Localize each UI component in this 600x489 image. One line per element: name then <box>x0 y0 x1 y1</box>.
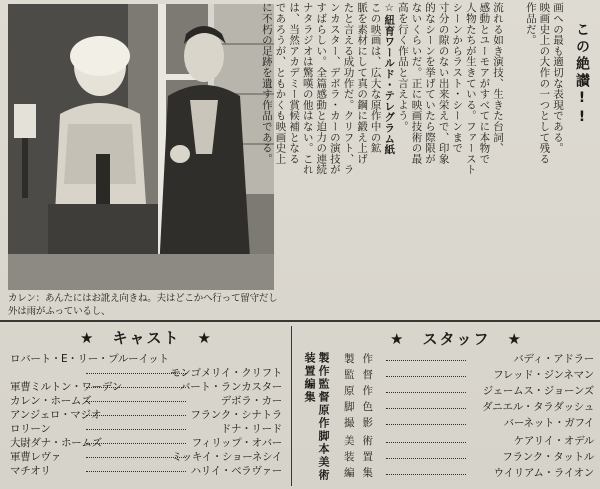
cast-row <box>10 422 282 436</box>
cast-row <box>10 352 282 366</box>
cast-row <box>10 408 282 422</box>
leader-dots <box>86 415 186 416</box>
staff-role: 製作 <box>344 353 381 365</box>
section-divider <box>0 320 600 322</box>
staff-name: バーネット・ガフイ <box>503 417 594 429</box>
cast-role: 軍曹レヴァ <box>10 451 61 463</box>
production-credit: 製作監督原作脚本美術装置編集 <box>303 352 330 482</box>
staff-row <box>344 384 594 399</box>
cast-role: カレン・ホームズ <box>10 395 92 407</box>
review-line: は、当然アカデミー賞候補となる <box>288 2 301 164</box>
photo-caption: カレン：あんたにはお訛え向きね。夫はどこかへ行って留守だし外は雨がふっているし、 <box>8 293 278 317</box>
cast-row <box>10 436 282 450</box>
cast-role: ロリーン <box>10 423 51 435</box>
review-line: シーンからラスト・シーンまで <box>451 2 464 154</box>
review-line: たと言える成功作だ。クリフト、ラ <box>342 2 355 175</box>
review-line: この映画は、広大な原作中の鉱 <box>369 2 382 154</box>
cast-role: マチオリ <box>10 465 51 477</box>
staff-name: フランク・タットル <box>502 451 594 463</box>
staff-role: 編集 <box>344 467 381 479</box>
staff-name: ダニエル・タラダッシュ <box>482 401 594 413</box>
review-line: すばらしい。全篇感動と迫力の連続 <box>315 2 328 175</box>
review-line: であろうが、ともかくも映画史上 <box>274 2 287 164</box>
review-line: 高を行く作品と言えよう。 <box>396 2 409 132</box>
leader-dots <box>86 387 186 388</box>
leader-dots <box>386 392 466 393</box>
leader-dots <box>386 474 466 475</box>
staff-row <box>344 434 594 449</box>
review-line: 人物たちが生きている。ファースト <box>464 2 477 175</box>
cast-actor: ミッキイ・ショーネシイ <box>171 451 282 463</box>
cast-actor: ハリイ・ベラヴァー <box>190 465 282 477</box>
cast-role: アンジェロ・マジオ <box>10 409 101 421</box>
staff-row <box>344 352 594 367</box>
review-line: ンカスター、デボラ・カーの演技が <box>328 2 341 175</box>
staff-role: 装置 <box>344 451 381 463</box>
review-column-far <box>500 2 564 312</box>
leader-dots <box>386 442 466 443</box>
cast-row <box>10 394 282 408</box>
staff-role: 美術 <box>344 435 381 447</box>
review-line: 映画史上の大作の一つとして残る <box>538 2 551 164</box>
staff-row <box>344 368 594 383</box>
cast-row <box>10 380 282 394</box>
leader-dots <box>386 376 466 377</box>
review-line: 流れる如き演技、生きた台詞、 <box>492 2 504 154</box>
review-line: に不朽の足跡を遺す作品である。 <box>260 2 273 164</box>
staff-role: 脚色 <box>344 401 381 413</box>
cast-heading: ★ キャスト ★ <box>80 329 213 347</box>
cast-role: 軍曹ミルトン・ワーデン <box>10 381 122 393</box>
leader-dots <box>86 429 186 430</box>
cast-actor: デボラ・カー <box>220 395 282 407</box>
leader-dots <box>86 401 186 402</box>
staff-role: 監督 <box>344 369 381 381</box>
leader-dots <box>386 458 466 459</box>
leader-dots <box>386 360 466 361</box>
leader-dots <box>86 471 186 472</box>
review-line: 寸分の隙のない出来栄えで、印象 <box>437 2 450 164</box>
leader-dots <box>386 408 466 409</box>
staff-name: バディ・アドラー <box>513 353 594 365</box>
cast-row <box>10 464 282 478</box>
staff-name: ジェームス・ジョーンズ <box>482 385 594 397</box>
staff-role: 撮影 <box>344 417 381 429</box>
cast-role: 大尉ダナ・ホームズ <box>10 437 102 449</box>
review-line: 作品だ。 <box>524 2 537 46</box>
film-still-image <box>8 4 274 290</box>
staff-name: ウイリアム・ライオン <box>493 467 594 479</box>
review-line: ナタラジオは驚嘆の他はない。これ <box>301 2 314 175</box>
staff-row <box>344 400 594 415</box>
staff-role: 原作 <box>344 385 381 397</box>
review-line: ないくらいだ。正に映画技術の最 <box>410 2 423 164</box>
column-divider <box>291 326 292 486</box>
cast-actor: モンゴメリイ・クリフト <box>170 367 282 379</box>
review-line: 感動とユーモアがすべてに本物で <box>478 2 491 164</box>
cast-actor: ドナ・リード <box>220 423 282 435</box>
staff-name: フレッド・ジンネマン <box>493 369 594 381</box>
film-still-photo <box>8 4 274 290</box>
staff-heading: ★ スタッフ ★ <box>390 330 523 348</box>
cast-actor: バート・ランカスター <box>180 381 282 393</box>
leader-dots <box>386 424 466 425</box>
cast-actor: フィリップ・オバー <box>191 437 282 449</box>
review-column <box>260 2 504 312</box>
cast-row <box>10 366 282 380</box>
review-line: 画への最も適切な表現である。 <box>552 2 564 154</box>
cast-actor: フランク・シナトラ <box>190 409 282 421</box>
cast-role: ロバート・E・リー・プルーイット <box>10 353 169 365</box>
staff-row <box>344 466 594 481</box>
cast-row <box>10 450 282 464</box>
review-line: 脈を素材にして真の鋼に鍛え上げ <box>356 2 369 164</box>
review-line: 的なシーンを挙げていたら際限が <box>424 2 437 164</box>
article-headline: この絶讃!! <box>574 22 590 128</box>
leader-dots <box>86 443 186 444</box>
review-source-heading: ☆紐育ワールド・テレグラム紙 <box>383 2 396 155</box>
staff-name: ケアリイ・オデル <box>513 435 594 447</box>
staff-row <box>344 450 594 465</box>
staff-row <box>344 416 594 431</box>
